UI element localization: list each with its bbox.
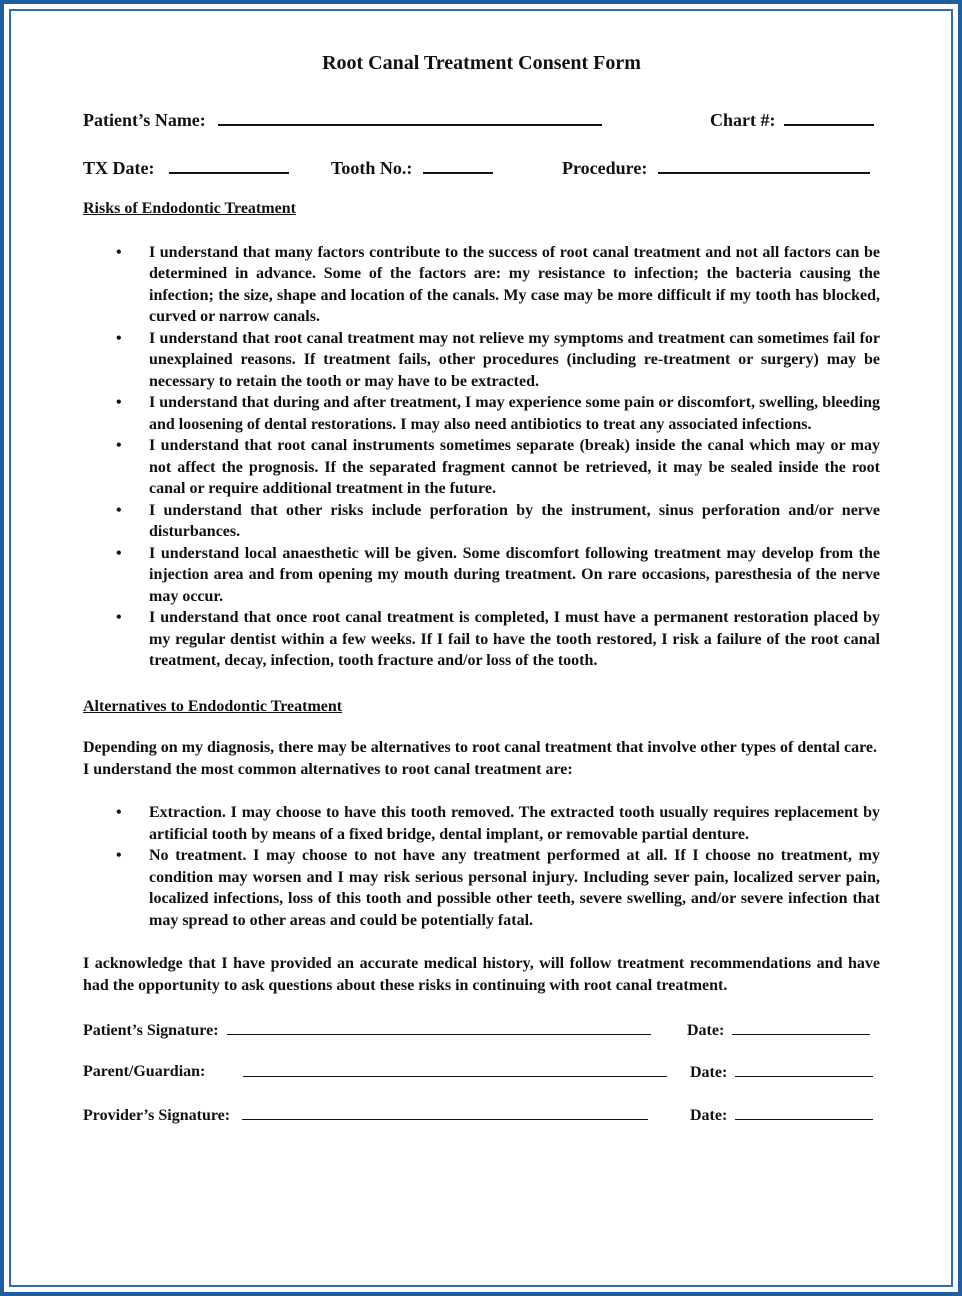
alternatives-list [83, 802, 880, 931]
guardian-signature-label: Parent/Guardian: [83, 1063, 206, 1080]
provider-date-input[interactable] [735, 1103, 873, 1120]
patient-signature-field [83, 1018, 651, 1043]
list-item: • Extraction. I may choose to have this tooth removed. The extracted tooth usually requires replacement by artificial tooth by means of a fixed bridge, dental implant, or removable partial denture. [83, 802, 880, 845]
patient-name-field [83, 106, 602, 132]
patient-date-input[interactable] [732, 1018, 870, 1035]
guardian-date-label: Date: [690, 1064, 728, 1081]
patient-name-input[interactable] [218, 106, 602, 126]
provider-signature-field [83, 1103, 648, 1128]
consent-form [83, 50, 880, 1127]
tooth-number-field [331, 154, 493, 180]
guardian-date-input[interactable] [735, 1060, 873, 1077]
list-item: • I understand local anaesthetic will be given. Some discomfort following treatment may develop from the injection area and from opening my mouth during treatment. On rare occasions, paresthesia of the nerve may occur. [83, 543, 880, 608]
patient-name-label: Patient’s Name: [83, 110, 206, 130]
guardian-signature-row [83, 1060, 880, 1084]
patient-date-field [687, 1018, 870, 1043]
risks-list [83, 242, 880, 672]
patient-signature-label: Patient’s Signature: [83, 1022, 219, 1039]
list-item: • I understand that many factors contribute to the success of root canal treatment and not all factors can be determined in advance. Some of the factors are: my resistance to infection; the bacteria causing the infection; the size, shape and location of the canals. My case may be more difficult if my tooth has blocked, curved or narrow canals. [83, 242, 880, 328]
list-item: • I understand that root canal instruments sometimes separate (break) inside the canal which may or may not affect the prognosis. If the separated fragment cannot be retrieved, it may be sealed inside the root canal or require additional treatment in the future. [83, 435, 880, 500]
form-title: Root Canal Treatment Consent Form [322, 52, 641, 74]
guardian-signature-line [243, 1060, 667, 1085]
header-row-1 [83, 106, 880, 130]
tx-date-label: TX Date: [83, 158, 155, 178]
risks-heading: Risks of Endodontic Treatment [83, 200, 296, 217]
list-item: • I understand that once root canal treatment is completed, I must have a permanent restoration placed by my regular dentist within a few weeks. If I fail to have the tooth restored, I risk a failure of the root canal treatment, decay, infection, tooth fracture and/or loss of the tooth. [83, 607, 880, 672]
provider-signature-label: Provider’s Signature: [83, 1107, 231, 1124]
patient-date-label: Date: [687, 1022, 725, 1039]
procedure-input[interactable] [658, 154, 870, 174]
header-row-2 [83, 154, 880, 178]
list-item: • No treatment. I may choose to not have any treatment performed at all. If I choose no treatment, my condition may worsen and I may risk serious personal injury. Including sever pain, localized server pain, localized infections, loss of this tooth and possible other teeth, severe swelling, and/or severe infection that may spread to other areas and could be potentially fatal. [83, 845, 880, 931]
guardian-signature-field [83, 1060, 205, 1084]
provider-signature-input[interactable] [242, 1103, 648, 1120]
list-item: • I understand that root canal treatment may not relieve my symptoms and treatment can sometimes fail for unexplained reasons. If treatment fails, other procedures (including re-treatment or surgery) may be necessary to retain the tooth or may have to be extracted. [83, 328, 880, 393]
chart-number-field [710, 106, 874, 132]
provider-date-label: Date: [690, 1107, 728, 1124]
guardian-date-field [690, 1060, 873, 1085]
patient-signature-row [83, 1018, 880, 1042]
alternatives-intro: Depending on my diagnosis, there may be alternatives to root canal treatment that involve other types of dental care. I understand the most common alternatives to root canal treatment are: [83, 739, 878, 778]
chart-number-input[interactable] [784, 106, 874, 126]
tx-date-field [83, 154, 289, 180]
tooth-number-input[interactable] [423, 154, 493, 174]
provider-signature-row [83, 1103, 880, 1127]
list-item: • I understand that other risks include perforation by the instrument, sinus perforation and/or nerve disturbances. [83, 500, 880, 543]
patient-signature-input[interactable] [227, 1018, 651, 1035]
procedure-field [562, 154, 870, 180]
provider-date-field [690, 1103, 873, 1128]
procedure-label: Procedure: [562, 158, 648, 178]
alternatives-heading: Alternatives to Endodontic Treatment [83, 697, 343, 715]
guardian-signature-input[interactable] [243, 1060, 667, 1077]
list-item: • I understand that during and after treatment, I may experience some pain or discomfort, swelling, bleeding and loosening of dental restorations. I may also need antibiotics to treat any associated infections. [83, 392, 880, 435]
tooth-number-label: Tooth No.: [331, 158, 413, 178]
acknowledgement-text: I acknowledge that I have provided an accurate medical history, will follow treatment recommendations and have had the opportunity to ask questions about these risks in continuing with root canal treatment. [83, 955, 880, 994]
chart-number-label: Chart #: [710, 110, 776, 130]
tx-date-input[interactable] [169, 154, 289, 174]
